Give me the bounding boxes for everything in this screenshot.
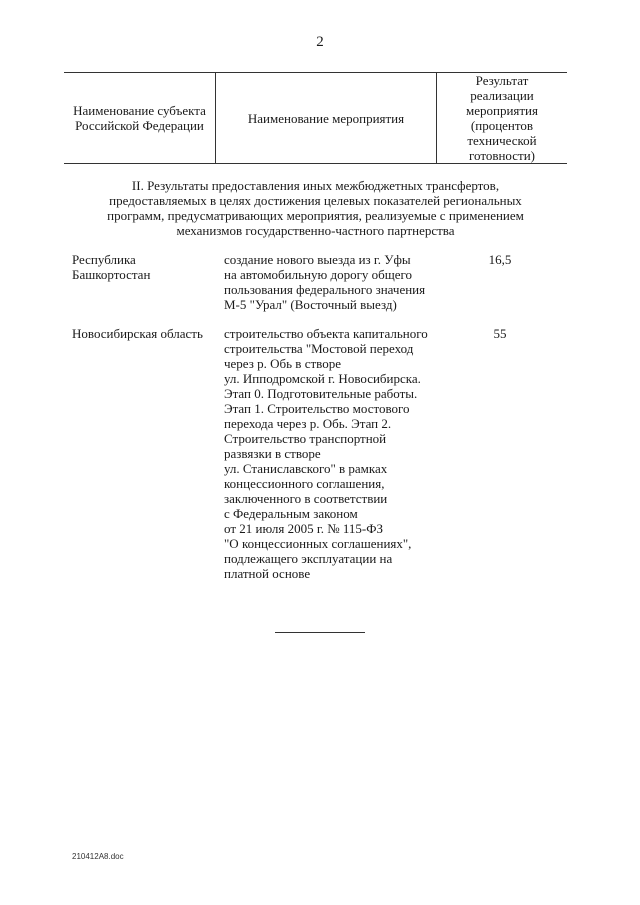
row-event: создание нового выезда из г. Уфы на автомобильную дорогу общего пользования федерального значения М-5 "Урал" (Восточный выезд) bbox=[224, 252, 426, 312]
header-subject-label: Наименование субъекта Российской Федерации bbox=[73, 103, 206, 133]
row-subject: Новосибирская область bbox=[72, 326, 203, 341]
table-header bbox=[64, 72, 567, 164]
row-result: 16,5 bbox=[488, 252, 512, 267]
footer-doc-code: 210412A8.doc bbox=[72, 852, 124, 861]
header-cell-subject bbox=[64, 73, 216, 163]
section-heading: II. Результаты предоставления иных межбюджетных трансфертов, предоставляемых в целях достижения целевых показателей региональных программ, предусматривающих мероприятия, реализуемые с применением механизмов государственно-частного партнерства bbox=[107, 178, 524, 238]
header-cell-result bbox=[437, 73, 567, 163]
header-event-label: Наименование мероприятия bbox=[247, 110, 405, 126]
row-event: строительство объекта капитального строительства "Мостовой переход через р. Обь в створе ул. Ипподромской г. Новосибирска. Этап 0. Подготовительные работы. Этап 1. Строительство мостового перехода через р. Обь. Этап 2. Строительство транспортной развязки в створе ул. Станиславского" в рамках концессионного соглашения, заключенного в соответствии с Федеральным законом от 21 июля 2005 г. № 115-ФЗ "О концессионных соглашениях", подлежащего эксплуатации на платной основе bbox=[224, 326, 428, 581]
header-result-label: Результат реализации мероприятия (процентов технической готовности) bbox=[465, 73, 538, 163]
row-subject: Республика Башкортостан bbox=[72, 252, 151, 282]
end-divider bbox=[275, 632, 365, 633]
row-result: 55 bbox=[493, 326, 507, 341]
page-number: 2 bbox=[316, 34, 324, 50]
header-cell-event bbox=[216, 73, 437, 163]
